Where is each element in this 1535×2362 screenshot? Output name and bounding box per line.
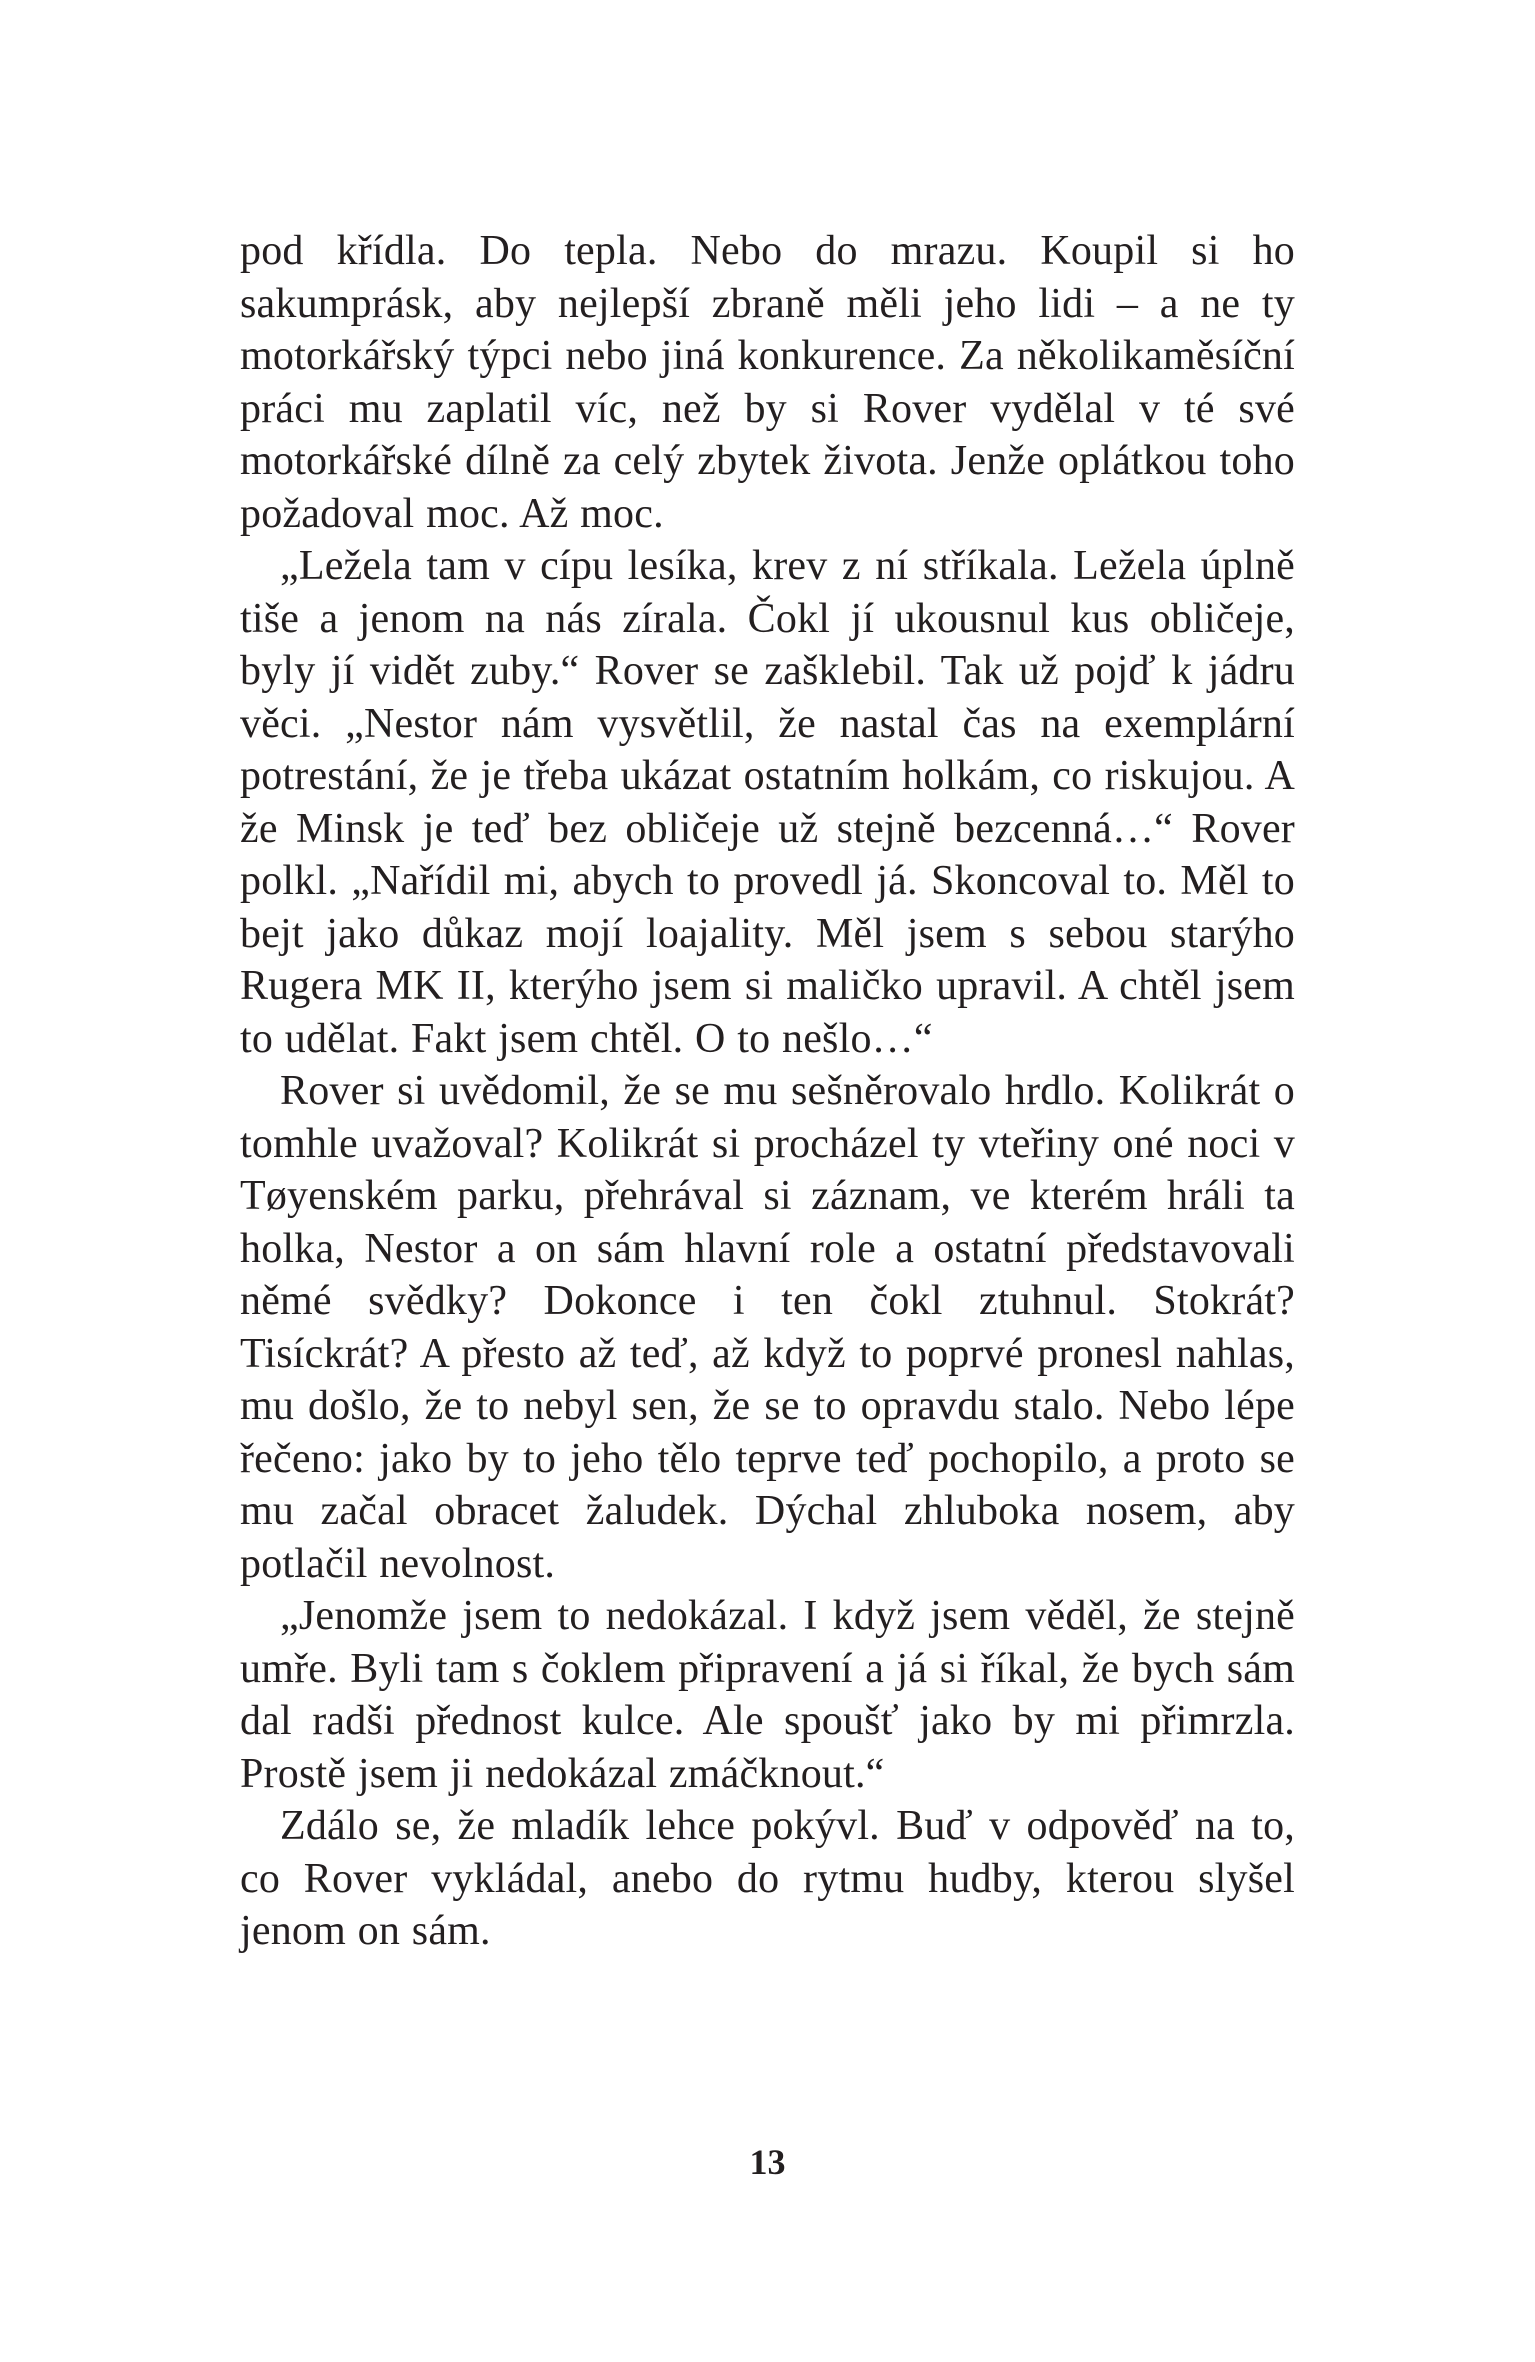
paragraph-3: Rover si uvědomil, že se mu sešněrovalo hrdlo. Kolikrát o tomhle uvažoval? Kolikrát si procházel ty vteřiny oné noci v Tøyenském parku, přehrával si záznam, ve kterém hráli ta holka, Nestor a on sám hlavní role a ostatní představovali němé svědky? Dokonce i ten čokl ztuhnul. Stokrát? Tisíckrát? A přesto až teď, až když to poprvé pronesl nahlas, mu došlo, že to nebyl sen, že se to opravdu stalo. Nebo lépe řečeno: jako by to jeho tělo teprve teď pochopilo, a proto se mu začal obracet žaludek. Dýchal zhluboka nosem, aby potlačil nevolnost. (240, 1068, 1295, 1587)
paragraph-2: „Ležela tam v cípu lesíka, krev z ní stříkala. Ležela úplně tiše a jenom na nás zírala. Čokl jí ukousnul kus obličeje, byly jí vidět zuby.“ Rover se zašklebil. Tak už pojď k jádru věci. „Nestor nám vysvětlil, že nastal čas na exemplární potrestání, že je třeba ukázat ostatním holkám, co riskujou. A že Minsk je teď bez obličeje už stejně bezcenná…“ Rover polkl. „Nařídil mi, abych to provedl já. Skoncoval to. Měl to bejt jako důkaz mojí loajality. Měl jsem s sebou starýho Rugera MK II, kterýho jsem si maličko upravil. A chtěl jsem to udělat. Fakt jsem chtěl. O to nešlo…“ (240, 543, 1295, 1062)
body-text (240, 225, 1295, 1958)
paragraph-1: pod křídla. Do tepla. Nebo do mrazu. Koupil si ho sakumprásk, aby nejlepší zbraně měli jeho lidi – a ne ty motorkářský týpci nebo jiná konkurence. Za několikaměsíční práci mu zaplatil víc, než by si Rover vydělal v té své motorkářské dílně za celý zbytek života. Jenže oplátkou toho požadoval moc. Až moc. (240, 228, 1295, 537)
page-number: 13 (749, 2142, 786, 2182)
paragraph-4: „Jenomže jsem to nedokázal. I když jsem věděl, že stejně umře. Byli tam s čoklem připravení a já si říkal, že bych sám dal radši přednost kulce. Ale spoušť jako by mi přimrzla. Prostě jsem ji nedokázal zmáčknout.“ (240, 1593, 1295, 1797)
paragraph-5: Zdálo se, že mladík lehce pokývl. Buď v odpověď na to, co Rover vykládal, anebo do rytmu hudby, kterou slyšel jenom on sám. (240, 1803, 1295, 1954)
